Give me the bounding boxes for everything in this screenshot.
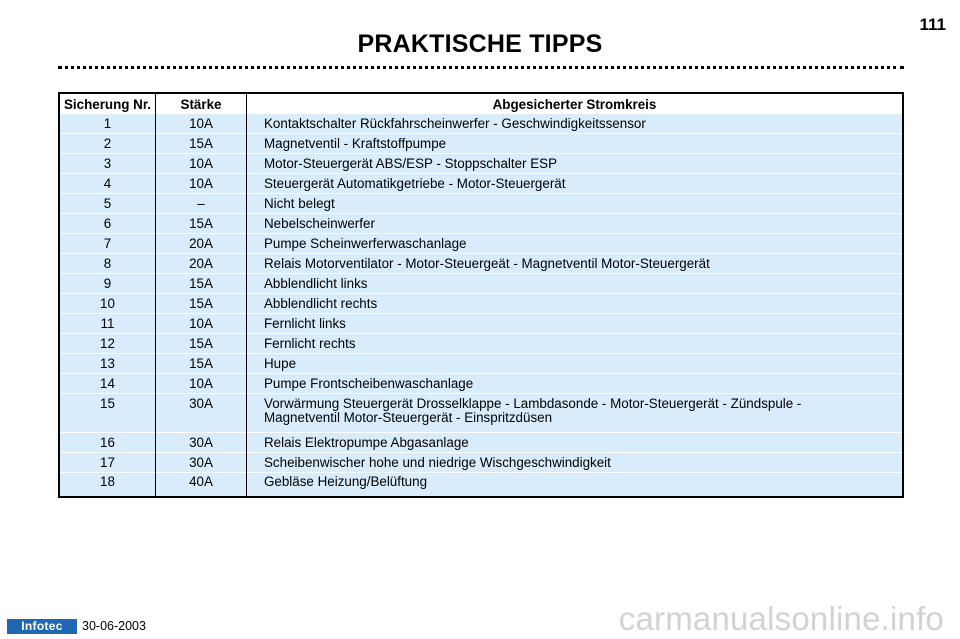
fuse-rating: 10A xyxy=(156,114,247,134)
fuse-rating: 15A xyxy=(156,214,247,234)
table-row xyxy=(59,453,903,473)
fuse-circuit: Motor-Steuergerät ABS/ESP - Stoppschalter ESP xyxy=(247,154,904,174)
fuse-circuit: Hupe xyxy=(247,354,904,374)
column-header-circuit: Abgesicherter Stromkreis xyxy=(247,93,904,114)
fuse-number: 2 xyxy=(59,134,156,154)
fuse-circuit: Nicht belegt xyxy=(247,194,904,214)
fuse-circuit: Kontaktschalter Rückfahrscheinwerfer - Geschwindigkeitssensor xyxy=(247,114,904,134)
fuse-circuit: Pumpe Frontscheibenwaschanlage xyxy=(247,374,904,394)
fuse-number: 7 xyxy=(59,234,156,254)
fuse-rating: 15A xyxy=(156,294,247,314)
column-header-fuse-number: Sicherung Nr. xyxy=(59,93,156,114)
fuse-circuit: Pumpe Scheinwerferwaschanlage xyxy=(247,234,904,254)
table-row xyxy=(59,154,903,174)
fuse-number: 17 xyxy=(59,453,156,473)
fuse-circuit: Abblendlicht links xyxy=(247,274,904,294)
column-header-rating: Stärke xyxy=(156,93,247,114)
fuse-rating: 10A xyxy=(156,154,247,174)
dotted-divider xyxy=(58,66,904,69)
table-header-row xyxy=(59,93,903,114)
table-row xyxy=(59,274,903,294)
fuse-rating: 15A xyxy=(156,274,247,294)
fuse-rating: 20A xyxy=(156,254,247,274)
table-row xyxy=(59,234,903,254)
fuse-number: 16 xyxy=(59,433,156,453)
fuse-rating: 20A xyxy=(156,234,247,254)
fuse-number: 15 xyxy=(59,394,156,433)
page-number: 111 xyxy=(919,15,946,34)
table-row xyxy=(59,214,903,234)
table-row xyxy=(59,294,903,314)
table-row xyxy=(59,314,903,334)
table-row xyxy=(59,134,903,154)
table-row xyxy=(59,473,903,498)
fuse-number: 5 xyxy=(59,194,156,214)
fuse-number: 1 xyxy=(59,114,156,134)
fuse-rating: 30A xyxy=(156,453,247,473)
fuse-number: 13 xyxy=(59,354,156,374)
infotec-logo: Infotec xyxy=(7,619,77,634)
fuse-number: 9 xyxy=(59,274,156,294)
fuse-rating: 15A xyxy=(156,334,247,354)
watermark-text: carmanualsonline.info xyxy=(618,600,944,637)
fuse-rating: 30A xyxy=(156,433,247,453)
footer-date: 30-06-2003 xyxy=(82,619,146,633)
fuse-circuit: Fernlicht rechts xyxy=(247,334,904,354)
table-row xyxy=(59,194,903,214)
fuse-number: 8 xyxy=(59,254,156,274)
fuse-rating: 10A xyxy=(156,174,247,194)
fuse-rating: 15A xyxy=(156,134,247,154)
table-row xyxy=(59,334,903,354)
fuse-rating: 10A xyxy=(156,314,247,334)
fuse-rating: 15A xyxy=(156,354,247,374)
page-title: PRAKTISCHE TIPPS xyxy=(357,30,603,58)
fuse-circuit: Steuergerät Automatikgetriebe - Motor-Steuergerät xyxy=(247,174,904,194)
fuse-circuit: Abblendlicht rechts xyxy=(247,294,904,314)
fuse-table xyxy=(58,92,904,498)
fuse-rating: 40A xyxy=(156,473,247,498)
fuse-circuit: Gebläse Heizung/Belüftung xyxy=(247,473,904,498)
table-row xyxy=(59,354,903,374)
fuse-number: 3 xyxy=(59,154,156,174)
fuse-rating: 30A xyxy=(156,394,247,433)
table-row xyxy=(59,114,903,134)
table-row xyxy=(59,374,903,394)
fuse-circuit: Nebelscheinwerfer xyxy=(247,214,904,234)
fuse-circuit: Relais Motorventilator - Motor-Steuergeät - Magnetventil Motor-Steuergerät xyxy=(247,254,904,274)
fuse-circuit: Relais Elektropumpe Abgasanlage xyxy=(247,433,904,453)
fuse-circuit-line-1: Vorwärmung Steuergerät Drosselklappe - Lambdasonde - Motor-Steuergerät - Zündspule - xyxy=(264,396,802,411)
fuse-circuit: Scheibenwischer hohe und niedrige Wischgeschwindigkeit xyxy=(247,453,904,473)
table-row xyxy=(59,394,903,433)
fuse-number: 4 xyxy=(59,174,156,194)
fuse-number: 11 xyxy=(59,314,156,334)
fuse-number: 18 xyxy=(59,473,156,498)
fuse-number: 10 xyxy=(59,294,156,314)
fuse-rating: – xyxy=(156,194,247,214)
fuse-circuit: Magnetventil - Kraftstoffpumpe xyxy=(247,134,904,154)
fuse-rating: 10A xyxy=(156,374,247,394)
fuse-number: 6 xyxy=(59,214,156,234)
table-row xyxy=(59,433,903,453)
fuse-circuit: Fernlicht links xyxy=(247,314,904,334)
fuse-number: 12 xyxy=(59,334,156,354)
fuse-number: 14 xyxy=(59,374,156,394)
fuse-circuit xyxy=(247,394,904,433)
fuse-circuit-line-2: Magnetventil Motor-Steuergerät - Einspritzdüsen xyxy=(264,409,553,425)
table-row xyxy=(59,254,903,274)
table-row xyxy=(59,174,903,194)
